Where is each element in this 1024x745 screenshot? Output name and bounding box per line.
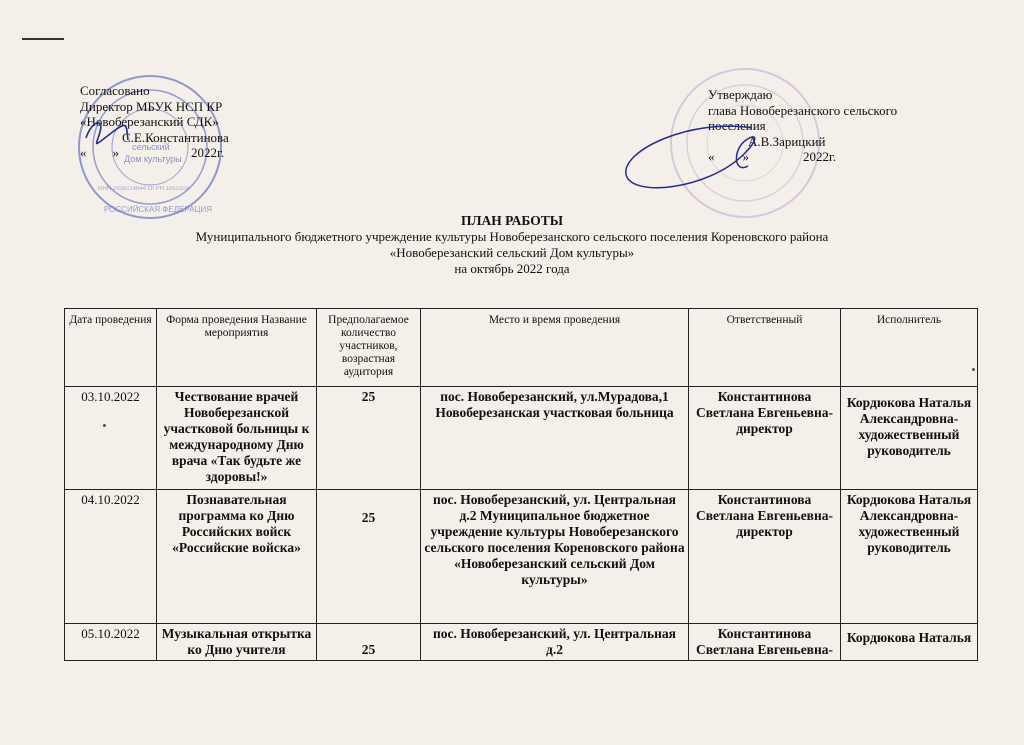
svg-text:Дом культуры: Дом культуры bbox=[124, 154, 182, 164]
cell-date: 04.10.2022 bbox=[65, 490, 157, 624]
approval-line3: «Новоберезанский СДК» bbox=[80, 114, 219, 129]
confirmation-line1: Утверждаю bbox=[708, 87, 773, 102]
table-header-row bbox=[65, 309, 978, 387]
cell-executor: Кордюкова Наталья Александровна- художественный руководитель bbox=[841, 387, 978, 490]
cell-event: Чествование врачей Новоберезанской участковой больницы к международному Дню врача «Так будьте же здоровы!» bbox=[157, 387, 317, 490]
approval-line5: « » 2022г. bbox=[80, 145, 225, 160]
cell-responsible: Константинова Светлана Евгеньевна- bbox=[689, 624, 841, 661]
approval-line4: С.Е.Константинова bbox=[122, 129, 229, 145]
cell-participants: 25 bbox=[317, 490, 421, 624]
svg-text:ИНН 2335014644 ОГРН 1052319: ИНН 2335014644 ОГРН 1052319 bbox=[98, 186, 189, 192]
header-date: Дата проведения bbox=[65, 309, 157, 387]
speck-mark bbox=[972, 368, 975, 371]
document-title: ПЛАН РАБОТЫ bbox=[460, 213, 564, 228]
cell-date: 05.10.2022 bbox=[65, 624, 157, 661]
table-row bbox=[65, 624, 978, 661]
approval-line2: Директор МБУК НСП КР bbox=[80, 98, 223, 114]
header-executor: Исполнитель bbox=[841, 309, 978, 387]
cell-event: Познавательная программа ко Дню Российских войск «Российские войска» bbox=[157, 490, 317, 624]
cell-participants: 25 bbox=[317, 387, 421, 490]
cell-responsible: Константинова Светлана Евгеньевна- директор bbox=[689, 490, 841, 624]
document-title-block bbox=[0, 213, 1024, 277]
signature-right bbox=[612, 110, 792, 202]
svg-text:сельский: сельский bbox=[132, 142, 170, 152]
header-event: Форма проведения Название мероприятия bbox=[157, 309, 317, 387]
cell-place: пос. Новоберезанский, ул.Мурадова,1 Новоберезанская участковая больница bbox=[421, 387, 689, 490]
top-dash-mark bbox=[22, 38, 64, 40]
confirmation-line4: А.В.Зарицкий bbox=[748, 133, 826, 149]
cell-place: пос. Новоберезанский, ул. Центральная д.2 Муниципальное бюджетное учреждение культуры Новоберезанского сельского поселения Кореновского района «Новоберезанский сельский Дом культуры» bbox=[421, 490, 689, 624]
cell-event: Музыкальная открытка ко Дню учителя bbox=[157, 624, 317, 661]
speck-mark bbox=[103, 424, 106, 427]
header-participants: Предполагаемое количество участников, возрастная аудитория bbox=[317, 309, 421, 387]
cell-executor: Кордюкова Наталья bbox=[841, 624, 978, 661]
confirmation-line3: поселения bbox=[708, 118, 766, 133]
table-row bbox=[65, 490, 978, 624]
signature-left bbox=[82, 112, 132, 156]
title-house-of-culture: «Новоберезанский сельский Дом культуры» bbox=[389, 245, 635, 260]
title-organization: Муниципального бюджетного учреждение культуры Новоберезанского сельского поселения Кореновского района bbox=[195, 229, 829, 244]
table-row bbox=[65, 387, 978, 490]
header-place: Место и время проведения bbox=[421, 309, 689, 387]
work-plan-table bbox=[64, 308, 978, 661]
cell-responsible: Константинова Светлана Евгеньевна- директор bbox=[689, 387, 841, 490]
header-responsible: Ответственный bbox=[689, 309, 841, 387]
cell-participants: 25 bbox=[317, 624, 421, 661]
confirmation-line2: глава Новоберезанского сельского bbox=[708, 102, 898, 118]
title-period: на октябрь 2022 года bbox=[454, 261, 570, 276]
confirmation-line5: « » 2022г. bbox=[708, 149, 837, 164]
approval-line1: Согласовано bbox=[80, 83, 150, 98]
cell-place: пос. Новоберезанский, ул. Центральная д.2 bbox=[421, 624, 689, 661]
svg-text:РОССИЙСКАЯ ФЕДЕРАЦИЯ: РОССИЙСКАЯ ФЕДЕРАЦИЯ bbox=[104, 205, 212, 214]
cell-date: 03.10.2022 bbox=[65, 387, 157, 490]
cell-executor: Кордюкова Наталья Александровна- художественный руководитель bbox=[841, 490, 978, 624]
